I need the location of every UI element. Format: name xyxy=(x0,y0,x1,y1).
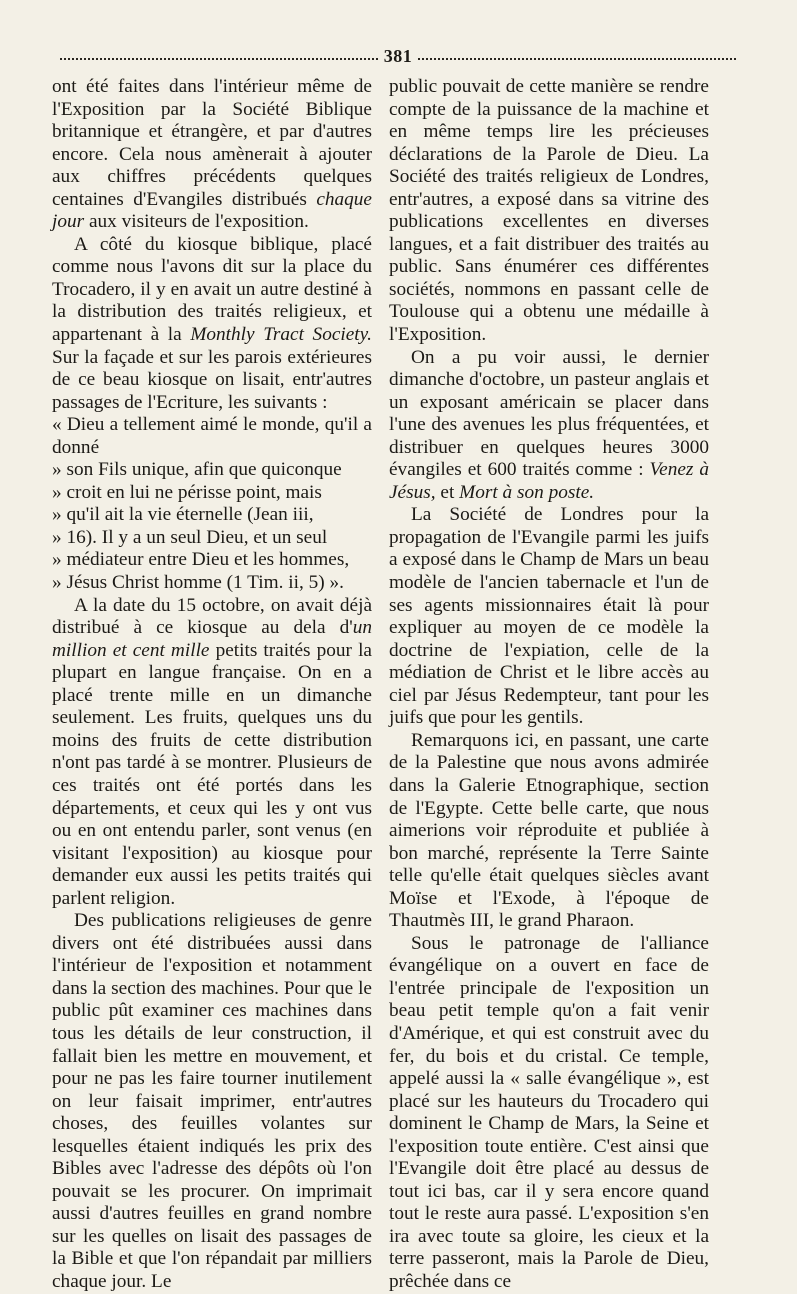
right-column xyxy=(389,76,709,1294)
quote-line: « Dieu a tellement aimé le monde, qu'il a donné xyxy=(52,414,372,458)
paragraph: La Société de Londres pour la propagation de l'Evangile parmi les juifs a exposé dans le Champ de Mars un beau modèle de l'ancien tabernacle et l'un de ses agents missionnaires était là pour expliquer au moyen de ce modèle la doctrine de l'expiation, celle de la médiation de Christ et le libre accès au ciel par Jésus Redempteur, tant pour les juifs que pour les gentils. xyxy=(389,504,709,729)
paragraph: public pouvait de cette manière se rendre compte de la puissance de la machine et en même temps lire les précieuses déclarations de la Parole de Dieu. La Société des traités religieux de Londres, entr'autres, a exposé dans sa vitrine des publications excellentes en diverses langues, et a fait distribuer des traités au public. Sans énumérer ces différentes sociétés, nommons en passant celle de Toulouse qui a obtenu une médaille à l'Exposition. xyxy=(389,76,709,346)
paragraph: A côté du kiosque biblique, placé comme nous l'avons dit sur la place du Trocadero, il y en avait un autre destiné à la distribution des traités religieux, et appartenant à la Monthly Tract Society. Sur la façade et sur les parois extérieures de ce beau kiosque on lisait, entr'autres passages de l'Ecriture, les suivants : xyxy=(52,233,372,413)
quote-line: » 16). Il y a un seul Dieu, et un seul xyxy=(52,526,328,548)
quote-line: » médiateur entre Dieu et les hommes, xyxy=(52,549,350,571)
scripture-quote xyxy=(52,414,372,594)
quote-line: » son Fils unique, afin que quiconque xyxy=(52,459,342,481)
header-rule-right xyxy=(418,58,736,60)
header-rule-left xyxy=(60,58,378,60)
quote-line: » qu'il ait la vie éternelle (Jean iii, xyxy=(52,504,314,526)
quote-line: » croit en lui ne périsse point, mais xyxy=(52,481,322,503)
paragraph: Remarquons ici, en passant, une carte de la Palestine que nous avons admirée dans la Galerie Etnographique, section de l'Egypte. Cette belle carte, que nous aimerions voir réproduite et publiée à bon marché, représente la Terre Sainte telle qu'elle était quelques siècles avant Moïse et l'Exode, à l'époque de Thautmès III, le grand Pharaon. xyxy=(389,729,709,932)
page-header xyxy=(60,46,736,70)
paragraph: On a pu voir aussi, le dernier dimanche d'octobre, un pasteur anglais et un exposant américain se placer dans l'une des avenues les plus fréquentées, et distribuer en quelques heures 3000 évangiles et 600 traités comme : Venez à Jésus, et Mort à son poste. xyxy=(389,346,709,503)
quote-line: » Jésus Christ homme (1 Tim. ii, 5) ». xyxy=(52,572,344,594)
paragraph: Des publications religieuses de genre divers ont été distribuées aussi dans l'intérieur de l'exposition et notamment dans la section des machines. Pour que le public pût examiner ces machines dans tous les détails de leur construction, il fallait bien les mettre en mouvement, et pour ne pas les faire tourner inutilement on leur faisait imprimer, entr'autres choses, des feuilles volantes sur lesquelles étaient indiqués les prix des Bibles avec l'adresse des dépôts où l'on pouvait se les procurer. On imprimait aussi d'autres feuilles en grand nombre sur les quelles on lisait des passages de la Bible et que l'on répandait par milliers chaque jour. Le xyxy=(52,910,372,1292)
paragraph: ont été faites dans l'intérieur même de l'Exposition par la Société Biblique britannique et étrangère, et par d'autres encore. Cela nous amènerait à ajouter aux chiffres précédents quelques centaines d'Evangiles distribués chaque jour aux visiteurs de l'exposition. xyxy=(52,76,372,233)
page-number: 381 xyxy=(383,46,413,66)
paragraph: A la date du 15 octobre, on avait déjà distribué à ce kiosque au dela d'un million et cent mille petits traités pour la plupart en langue française. On en a placé trente mille en un dimanche seulement. Les fruits, quelques uns du moins des fruits de cette distribution n'ont pas tardé à se montrer. Plusieurs de ces traités ont été portés dans les départements, et ceux qui les y ont vus ou en ont entendu parler, sont venus (en visitant l'exposition) au kiosque pour demander eux aussi les petits traités qui parlent religion. xyxy=(52,594,372,909)
left-column xyxy=(52,76,372,1294)
paragraph: Sous le patronage de l'alliance évangélique on a ouvert en face de l'entrée principale de l'exposition un beau petit temple qu'on a fait venir d'Amérique, et qui est construit avec du fer, du bois et du cristal. Ce temple, appelé aussi la « salle évangélique », est placé sur les hauteurs du Trocadero qui dominent le Champ de Mars, la Seine et l'exposition toute entière. C'est ainsi que l'Evangile doit être placé au dessus de tout ici bas, car il y sera encore quand tout le reste aura passé. L'exposition s'en ira avec toute sa gloire, les cieux et la terre passeront, mais la Parole de Dieu, prêchée dans ce xyxy=(389,932,709,1292)
